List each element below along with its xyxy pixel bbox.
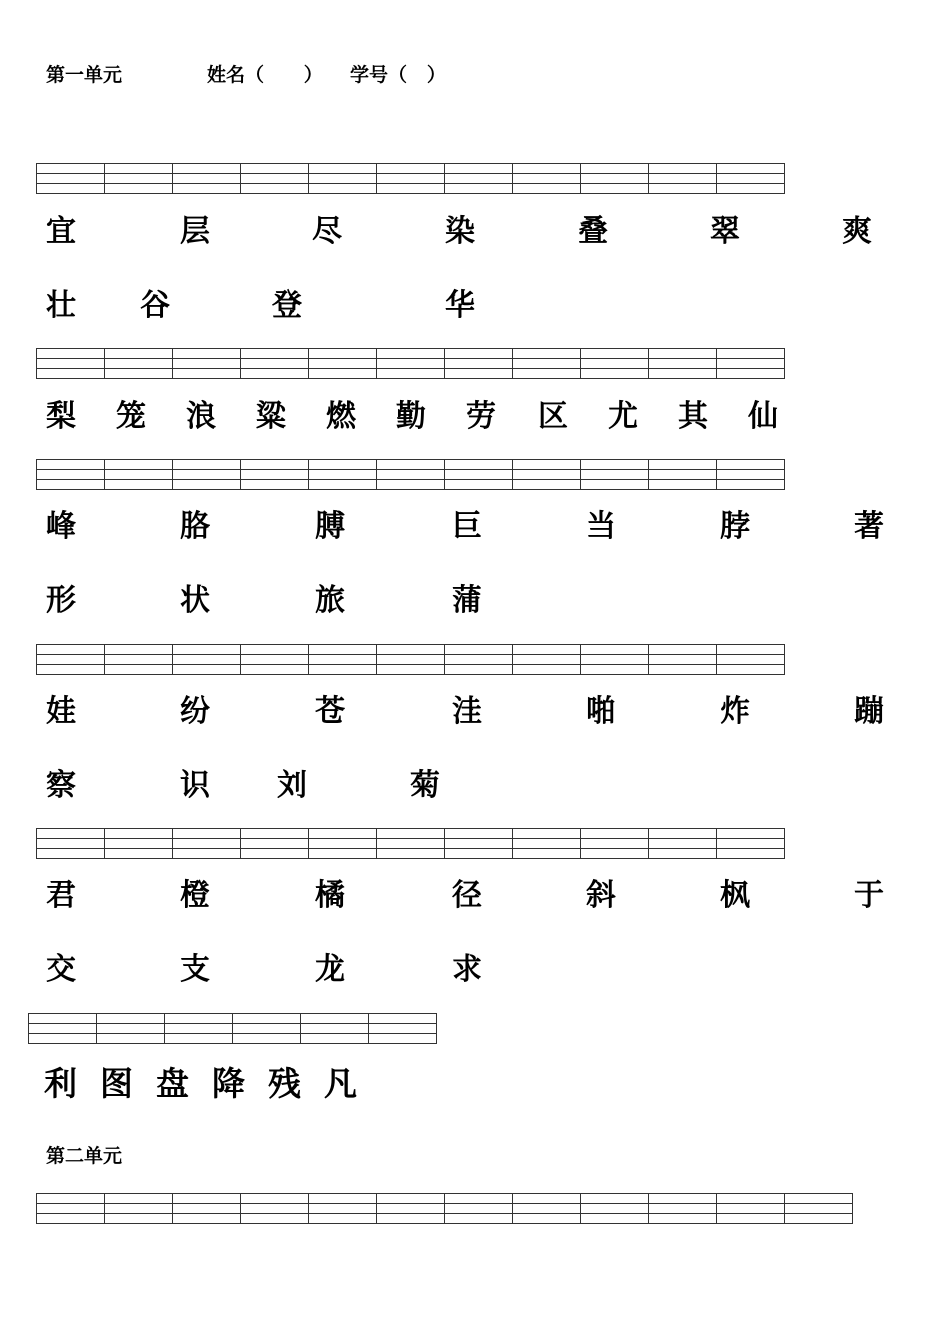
character: 壮 <box>46 288 76 323</box>
character: 苍 <box>315 694 345 729</box>
character: 图 <box>100 1064 133 1103</box>
character: 粱 <box>256 399 286 434</box>
character: 君 <box>46 878 76 913</box>
character: 华 <box>445 288 475 323</box>
character: 蹦 <box>854 694 884 729</box>
character: 纷 <box>180 694 210 729</box>
character: 形 <box>46 583 76 618</box>
character: 盘 <box>156 1064 189 1103</box>
character: 笼 <box>116 399 146 434</box>
character: 登 <box>272 288 302 323</box>
character: 巨 <box>452 509 482 544</box>
character: 刘 <box>277 768 307 803</box>
writing-grid-1 <box>36 163 785 194</box>
character: 劳 <box>466 399 496 434</box>
character: 利 <box>44 1064 77 1103</box>
character: 残 <box>268 1064 301 1103</box>
writing-grid-6 <box>28 1013 437 1044</box>
character: 谷 <box>140 288 170 323</box>
character: 蒲 <box>452 583 482 618</box>
character: 著 <box>854 509 884 544</box>
character: 求 <box>452 952 482 987</box>
character: 娃 <box>46 694 76 729</box>
student-id-label: 学号（ ） <box>350 64 446 86</box>
character: 其 <box>678 399 708 434</box>
character: 染 <box>445 214 475 249</box>
character: 啪 <box>586 694 616 729</box>
character: 交 <box>46 952 76 987</box>
character: 洼 <box>452 694 482 729</box>
writing-grid-4 <box>36 644 785 675</box>
character: 叠 <box>578 214 608 249</box>
character: 膊 <box>315 509 345 544</box>
character: 尽 <box>312 214 342 249</box>
character: 宜 <box>46 214 76 249</box>
writing-grid-2 <box>36 348 785 379</box>
character: 菊 <box>410 768 440 803</box>
character: 浪 <box>186 399 216 434</box>
character: 梨 <box>46 399 76 434</box>
character: 橙 <box>180 878 210 913</box>
character: 降 <box>212 1064 245 1103</box>
character: 爽 <box>842 214 872 249</box>
character: 识 <box>180 768 210 803</box>
character: 翠 <box>710 214 740 249</box>
writing-grid-7 <box>36 1193 853 1224</box>
character: 支 <box>180 952 210 987</box>
unit2-title: 第二单元 <box>46 1145 123 1167</box>
character: 仙 <box>748 399 778 434</box>
character: 斜 <box>586 878 616 913</box>
character: 橘 <box>315 878 345 913</box>
character: 脖 <box>720 509 750 544</box>
character: 旅 <box>315 583 345 618</box>
character: 胳 <box>180 509 210 544</box>
character: 尤 <box>608 399 638 434</box>
writing-grid-3 <box>36 459 785 490</box>
character: 察 <box>46 768 76 803</box>
character: 状 <box>180 583 210 618</box>
character: 龙 <box>315 952 345 987</box>
character: 炸 <box>720 694 750 729</box>
character: 凡 <box>324 1064 357 1103</box>
character: 于 <box>854 878 884 913</box>
character: 峰 <box>46 509 76 544</box>
character: 枫 <box>720 878 750 913</box>
character: 勤 <box>396 399 426 434</box>
unit1-title: 第一单元 <box>46 64 123 86</box>
writing-grid-5 <box>36 828 785 859</box>
character: 当 <box>586 509 616 544</box>
character: 区 <box>538 399 568 434</box>
character: 燃 <box>326 399 356 434</box>
character: 径 <box>452 878 482 913</box>
character: 层 <box>180 214 210 249</box>
name-label: 姓名（ ） <box>207 64 323 86</box>
